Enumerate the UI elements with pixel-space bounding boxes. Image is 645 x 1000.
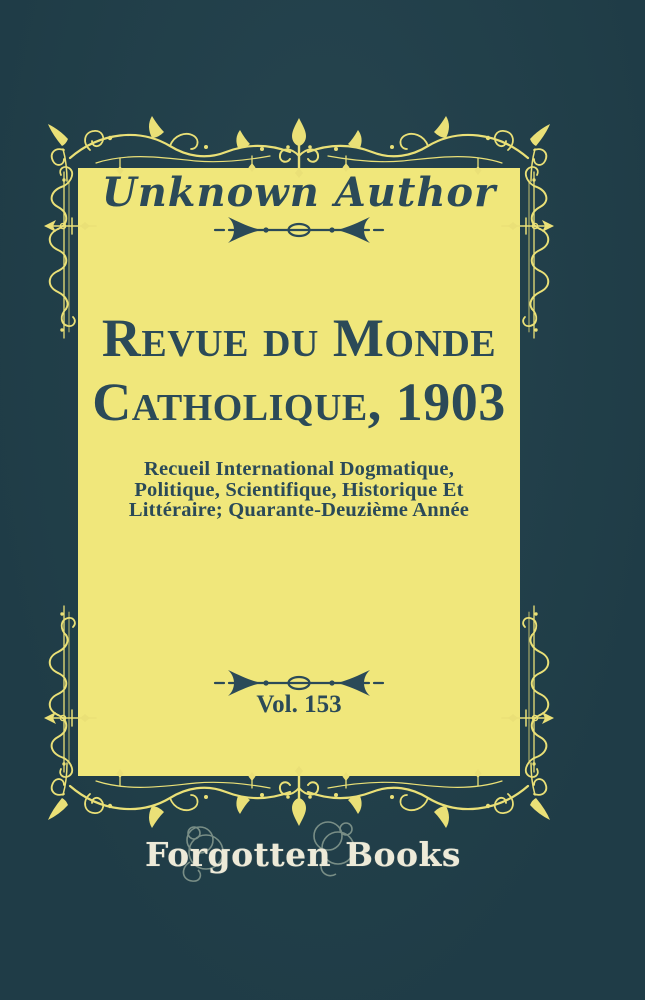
- author-name: Unknown Author: [101, 169, 497, 216]
- cover-card-text: [78, 168, 520, 776]
- book-title: [78, 306, 520, 434]
- book-title-line-1: Revue du Monde: [101, 308, 497, 368]
- publisher-word-2: Books: [345, 835, 461, 874]
- book-title-line-2: Catholique, 1903: [92, 372, 506, 432]
- volume-number: Vol. 153: [256, 691, 342, 718]
- publisher-logo: [145, 836, 461, 874]
- book-subtitle: [78, 459, 520, 521]
- book-subtitle-line-2: Politique, Scientifique, Historique Et: [134, 478, 464, 501]
- book-subtitle-line-1: Recueil International Dogmatique,: [143, 458, 455, 480]
- book-subtitle-line-3: Littéraire; Quarante-Deuzième Année: [128, 499, 470, 521]
- publisher-word-1: Forgotten: [145, 835, 332, 874]
